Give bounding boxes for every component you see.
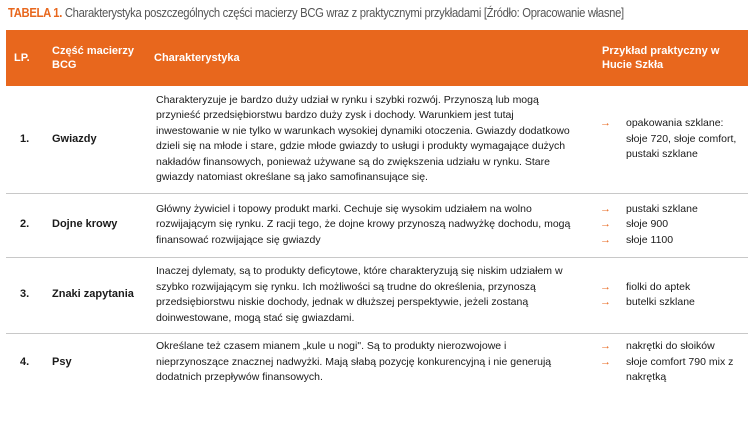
arrow-right-icon: → (600, 280, 611, 293)
row-part-name: Dojne krowy (46, 193, 148, 257)
arrow-right-icon: → (600, 340, 611, 352)
arrow-right-icon: → (600, 218, 611, 231)
table-row (6, 333, 748, 391)
row-examples (590, 193, 748, 257)
example-item (600, 116, 744, 163)
table-body (6, 86, 748, 391)
example-item (600, 355, 744, 386)
example-item (600, 339, 744, 355)
table-row (6, 86, 748, 193)
example-text: słoje 900 (626, 218, 669, 231)
example-item (600, 202, 744, 218)
row-description: Inaczej dylematy, są to produkty deficytowe, które charakteryzują się niskim udziałem w szybko rozwijającym się rynku. Ich możliwości są trudne do określenia, przynoszą przedsiębiorstwu niskie dochody, jednak w dłuższej perspektywie, jeżeli zostaną doinwestowane, mogą stać się gwiazdami. (148, 257, 590, 333)
example-text: pustaki szklane (626, 202, 698, 215)
bcg-table (6, 30, 748, 391)
examples-list (600, 202, 744, 249)
header-characteristic: Charakterystyka (148, 30, 590, 86)
row-examples (590, 86, 748, 193)
example-text: fiolki do aptek (626, 280, 691, 293)
bcg-table-container (6, 30, 748, 391)
caption-label: TABELA 1. (8, 6, 63, 20)
examples-list (600, 280, 744, 311)
row-description: Charakteryzuje je bardzo duży udział w rynku i szybki rozwój. Przynoszą lub mogą przynieść przedsiębiorstwu bardzo duży zysk i dochody. Warunkiem jest tutaj inwestowanie w nie tylko w warunkach wysokiej dynamiki otoczenia. Gwiazdy dodatkowo dzieli się na młode i stare, gdzie młode gwiazdy to usługi i produkty wymagające dużych nakładów finansowych, ponieważ używane są do zwiększenia udziału w rynku. Stare gwiazdy natomiast określane są jako samofinansujące się. (148, 86, 590, 193)
table-row (6, 193, 748, 257)
arrow-right-icon: → (600, 117, 611, 129)
table-row (6, 257, 748, 333)
header-part: Część macierzy BCG (46, 30, 148, 86)
example-item (600, 217, 744, 233)
header-lp: LP. (6, 30, 46, 86)
caption-text: Charakterystyka poszczególnych części macierzy BCG wraz z praktycznymi przykładami [Źródło: Opracowanie własne] (62, 6, 624, 20)
example-text: słoje comfort 790 mix z nakrętką (626, 355, 734, 383)
table-caption (8, 6, 674, 20)
row-examples (590, 333, 748, 391)
row-description: Główny żywiciel i topowy produkt marki. Cechuje się wysokim udziałem na wolno rozwijającym się rynku. Z racji tego, że dojne krowy przynoszą nadwyżkę dochodu, mogą finansować rozwijające się gwiazdy (148, 193, 590, 257)
example-text: butelki szklane (626, 296, 695, 308)
examples-list (600, 339, 744, 386)
arrow-right-icon: → (600, 202, 611, 215)
row-examples (590, 257, 748, 333)
arrow-right-icon: → (600, 233, 611, 246)
example-item (600, 295, 744, 311)
row-number: 3. (6, 257, 46, 333)
arrow-right-icon: → (600, 355, 611, 368)
example-text: słoje 1100 (626, 233, 674, 246)
example-text: opakowania szklane: słoje 720, słoje comfort, pustaki szklane (626, 117, 737, 160)
header-example: Przykład praktyczny w Hucie Szkła (590, 30, 748, 86)
header-row (6, 30, 748, 86)
table-header (6, 30, 748, 86)
example-item (600, 233, 744, 249)
arrow-right-icon: → (600, 296, 611, 308)
row-number: 4. (20, 355, 30, 368)
example-item (600, 280, 744, 296)
example-text: nakrętki do słoików (626, 340, 715, 352)
row-part-name: Znaki zapytania (46, 257, 148, 333)
row-number: 2. (6, 193, 46, 257)
row-part-name: Psy (52, 355, 72, 368)
row-part-name: Gwiazdy (46, 86, 148, 193)
row-number: 1. (6, 86, 46, 193)
row-description: Określane też czasem mianem „kule u nogi". Są to produkty nierozwojowe i nieprzynoszące znacznej nadwyżki. Mają słabą pozycję konkurencyjną i nie generują dodatnich przepływów finansowych. (156, 340, 552, 383)
examples-list (600, 116, 744, 163)
